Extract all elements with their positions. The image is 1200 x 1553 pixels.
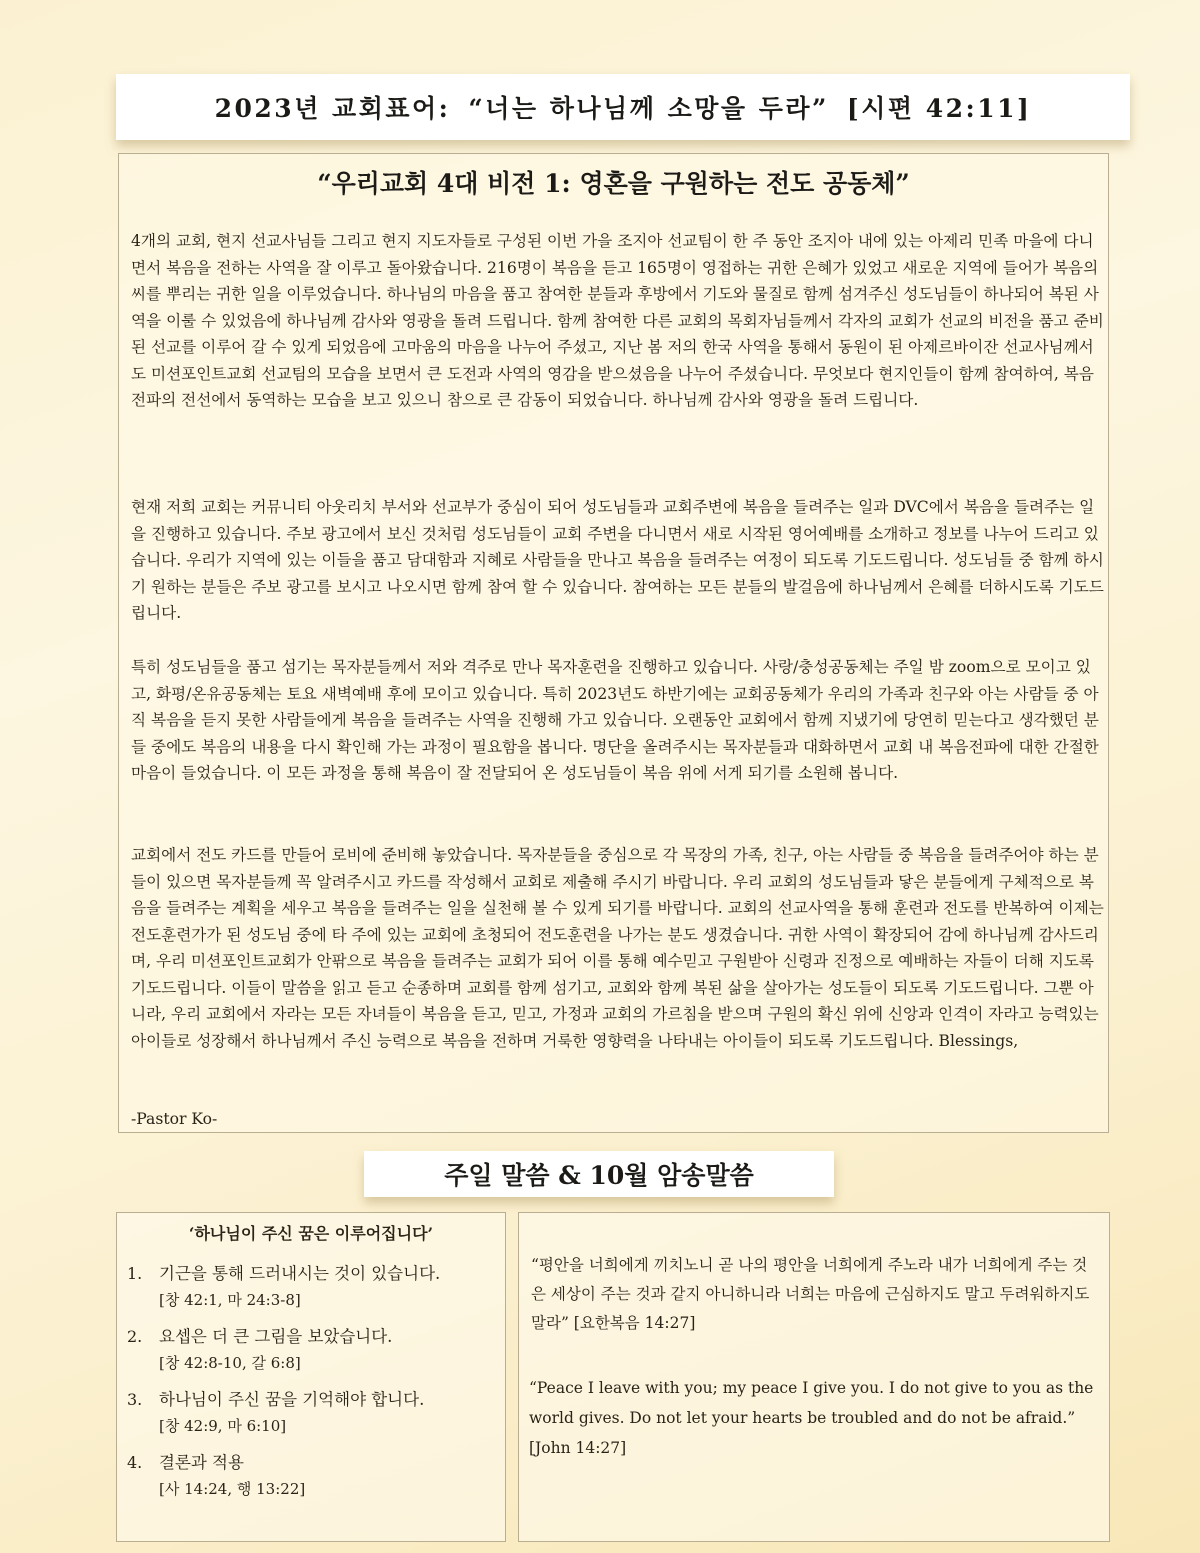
sermon-point <box>127 1324 497 1376</box>
vision-title: “우리교회 4대 비전 1: 영혼을 구원하는 전도 공동체” <box>317 169 910 198</box>
sermon-point <box>127 1450 497 1502</box>
sermon-outline-box <box>116 1212 506 1542</box>
letter-paragraph: 교회에서 전도 카드를 만들어 로비에 준비해 놓았습니다. 목자분들을 중심으로 각 목장의 가족, 친구, 아는 사람들 중 복음을 들려주어야 하는 분들이 있으면 목자분들께 꼭 알려주시고 카드를 작성해서 교회로 제출해 주시기 바랍니다. 우리 교회의 성도님들과 닿은 분들에게 구체적으로 복음을 들려주는 계획을 세우고 복음을 들려주는 일을 실천해 볼 수 있게 되기를 바랍니다. 교회의 선교사역을 통해 훈련과 전도를 반복하여 이제는 전도훈련가가 된 성도님 중에 타 주에 있는 교회에 초청되어 전도훈련을 나가는 분도 생겼습니다. 귀한 사역이 확장되어 감에 하나님께 감사드리며, 우리 미션포인트교회가 안팎으로 복음을 들려주는 교회가 되어 이를 통해 예수믿고 구원받아 신령과 진정으로 예배하는 자들이 더해 지도록 기도드립니다. 이들이 말씀을 읽고 듣고 순종하며 교회를 함께 섬기고, 교회와 함께 복된 삶을 살아가는 성도들이 되도록 기도드립니다. 그뿐 아니라, 우리 교회에서 자라는 모든 자녀들이 복음을 듣고, 믿고, 가정과 교회의 가르침을 받으며 구원의 확신 위에 신앙과 인격이 자라고 능력있는 아이들로 성장해서 하나님께서 주신 능력으로 복음을 전하며 거룩한 영향력을 나타내는 아이들이 되도록 기도드립니다. Blessings, <box>131 846 1104 1050</box>
sermon-point-text: 하나님이 주신 꿈을 기억해야 합니다. <box>159 1390 425 1409</box>
motto-reference: [시편 42:11] <box>846 94 1032 123</box>
sermon-point-text: 요셉은 더 큰 그림을 보았습니다. <box>159 1327 393 1346</box>
sermon-point-reference: [창 42:8-10, 갈 6:8] <box>159 1354 301 1372</box>
sermon-point-text: 기근을 통해 드러내시는 것이 있습니다. <box>159 1264 441 1283</box>
sermon-point-number: 4. <box>127 1453 143 1472</box>
sermon-title: ‘하나님이 주신 꿈은 이루어집니다’ <box>188 1224 434 1243</box>
sermon-points-list <box>127 1261 497 1513</box>
motto-prefix: 2023년 교회표어: <box>214 94 451 123</box>
section-title-banner <box>364 1151 834 1197</box>
letter-paragraph: 특히 성도님들을 품고 섬기는 목자분들께서 저와 격주로 만나 목자훈련을 진행하고 있습니다. 사랑/충성공동체는 주일 밤 zoom으로 모이고 있고, 화평/온유공동체는 토요 새벽예배 후에 모이고 있습니다. 특히 2023년도 하반기에는 교회공동체가 우리의 가족과 친구와 아는 사람들 중 아직 복음을 듣지 못한 사람들에게 복음을 들려주는 사역을 진행해 가고 있습니다. 오랜동안 교회에서 함께 지냈기에 당연히 믿는다고 생각했던 분들 중에도 복음의 내용을 다시 확인해 가는 과정이 필요함을 봅니다. 명단을 올려주시는 목자분들과 대화하면서 교회 내 복음전파에 대한 간절한 마음이 들었습니다. 이 모든 과정을 통해 복음이 잘 전달되어 온 성도님들이 복음 위에 서게 되기를 소원해 봅니다. <box>131 658 1099 782</box>
section-title: 주일 말씀 & 10월 암송말씀 <box>444 1161 754 1190</box>
memory-verse-english: “Peace I leave with you; my peace I give you. I do not give to you as the world gives. Do not let your hearts be troubled and do not be afraid.” [John 14:27] <box>529 1379 1094 1457</box>
memory-verse-korean: “평안을 너희에게 끼치노니 곧 나의 평안을 너희에게 주노라 내가 너희에게 주는 것은 세상이 주는 것과 같지 아니하니라 너희는 마음에 근심하지도 말고 두려워하지도 말라” [요한복음 14:27] <box>531 1256 1090 1332</box>
sermon-point-number: 1. <box>127 1264 143 1283</box>
sermon-point-number: 2. <box>127 1327 143 1346</box>
sermon-point-reference: [창 42:9, 마 6:10] <box>159 1417 287 1435</box>
sermon-point <box>127 1387 497 1439</box>
sermon-point <box>127 1261 497 1313</box>
letter-paragraph: 4개의 교회, 현지 선교사님들 그리고 현지 지도자들로 구성된 이번 가을 조지아 선교팀이 한 주 동안 조지아 내에 있는 아제리 민족 마을에 다니면서 복음을 전하는 사역을 잘 이루고 돌아왔습니다. 216명이 복음을 듣고 165명이 영접하는 귀한 은혜가 있었고 새로운 지역에 들어가 복음의 씨를 뿌리는 귀한 일을 이루었습니다. 하나님의 마음을 품고 참여한 분들과 후방에서 기도와 물질로 함께 섬겨주신 성도님들이 하나되어 복된 사역을 이룰 수 있었음에 하나님께 감사와 영광을 돌려 드립니다. 함께 참여한 다른 교회의 목회자님들께서 각자의 교회가 선교의 비전을 품고 준비된 선교를 이루어 갈 수 있게 되었음에 고마움의 마음을 나누어 주셨고, 지난 봄 저의 한국 사역을 통해서 동원이 된 아제르바이잔 선교사님께서도 미션포인트교회 선교팀의 모습을 보면서 큰 도전과 사역의 영감을 받으셨음을 나누어 주셨습니다. 무엇보다 현지인들이 함께 참여하여, 복음 전파의 전선에서 동역하는 모습을 보고 있으니 참으로 큰 감동이 되었습니다. 하나님께 감사와 영광을 돌려 드립니다. <box>131 232 1104 409</box>
motto-text: “너는 하나님께 소망을 두라” <box>468 94 829 123</box>
memory-verse-box <box>518 1212 1110 1542</box>
sermon-point-number: 3. <box>127 1390 143 1409</box>
sermon-point-reference: [사 14:24, 행 13:22] <box>159 1480 306 1498</box>
sermon-point-text: 결론과 적용 <box>159 1453 244 1472</box>
pastor-signature: -Pastor Ko- <box>131 1110 218 1128</box>
sermon-point-reference: [창 42:1, 마 24:3-8] <box>159 1291 301 1309</box>
letter-paragraph: 현재 저희 교회는 커뮤니티 아웃리치 부서와 선교부가 중심이 되어 성도님들과 교회주변에 복음을 들려주는 일과 DVC에서 복음을 들려주는 일을 진행하고 있습니다. 주보 광고에서 보신 것처럼 성도님들이 교회 주변을 다니면서 새로 시작된 영어예배를 소개하고 정보를 나누어 드리고 있습니다. 우리가 지역에 있는 이들을 품고 담대함과 지혜로 사람들을 만나고 복음을 들려주는 여정이 되도록 기도드립니다. 성도님들 중 함께 하시기 원하는 분들은 주보 광고를 보시고 나오시면 함께 참여 할 수 있습니다. 참여하는 모든 분들의 발걸음에 하나님께서 은혜를 더하시도록 기도드립니다. <box>131 498 1104 622</box>
pastor-letter-box <box>118 153 1109 1133</box>
motto-banner <box>116 74 1130 140</box>
